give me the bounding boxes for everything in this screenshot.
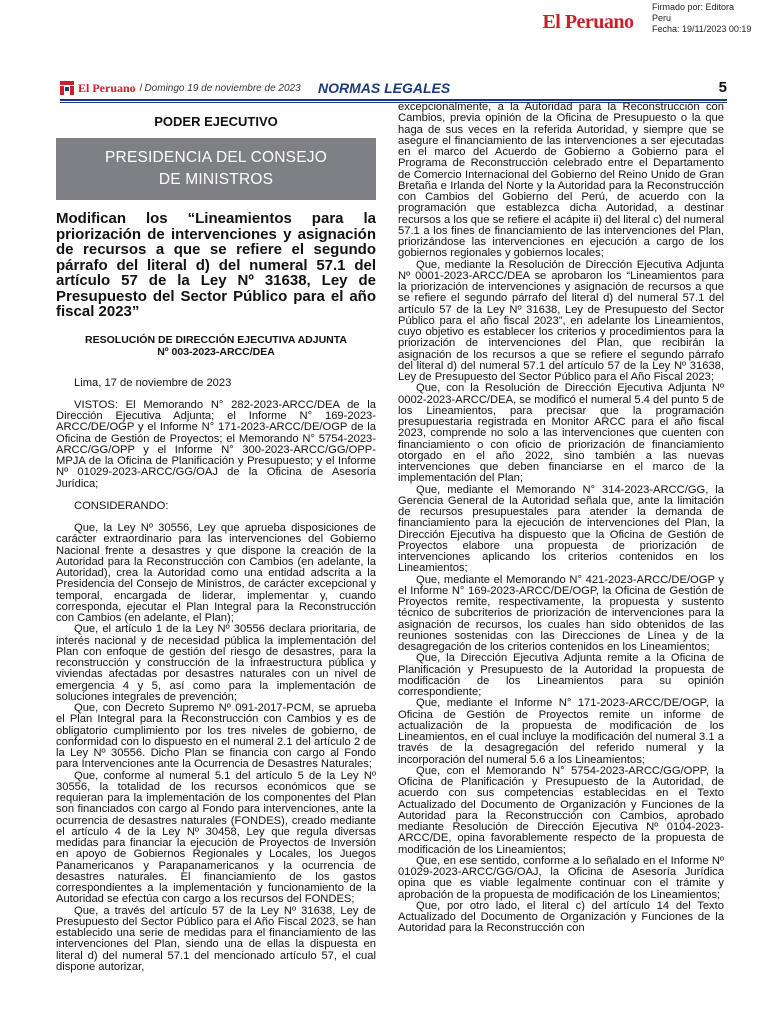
institution-line-1: PRESIDENCIA DEL CONSEJO [105,149,327,166]
paragraph: Que, con Decreto Supremo Nº 091-2017-PCM, se aprueba el Plan Integral para la Reconstrucción con Cambios y es de obligatorio cumplimiento por los tres niveles de gobierno, de conformidad con lo dispuesto en el numeral 2.1 del artículo 2 de la Ley Nº 30556. Dicho Plan se financia con cargo al Fondo para Intervenciones ante la Ocurrencia de Desastres Naturales; [56,702,376,771]
signature-logo-text: El Peruano [542,10,634,33]
place-date: Lima, 17 de noviembre de 2023 [74,376,232,389]
institution-banner [56,138,376,200]
paragraph: Que, la Dirección Ejecutiva Adjunta remite a la Oficina de Planificación y Presupuesto de la Autoridad la propuesta de modificación de los Lineamientos para su opinión correspondiente; [398,652,724,698]
signature-line-3: Fecha: 19/11/2023 00:19 [652,24,752,34]
page-number: 5 [718,79,727,96]
signature-line-2: Peru [652,13,672,23]
right-column [398,102,724,935]
vistos-paragraph: VISTOS: El Memorando N° 282-2023-ARCC/DEA de la Dirección Ejecutiva Adjunta; el Informe N° 169-2023-ARCC/DE/OGP y el Informe N° 171-2023-ARCC/DE/OGP de la Oficina de Gestión de Proyectos; el Memorando N° 5754-2023-ARCC/GG/OPP y el Informe N° 300-2023-ARCC/GG/OPP-MPJA de la Oficina de Planificación y Presupuesto; y el Informe Nº 01029-2023-ARCC/GG/OAJ de la Oficina de Asesoría Jurídica; [56,398,376,490]
resolution-line-1: RESOLUCIÓN DE DIRECCIÓN EJECUTIVA ADJUNTA [85,333,347,346]
brand-logo: El Peruano [78,80,136,95]
signature-logo [532,10,644,34]
resolution-line-2: Nº 003-2023-ARCC/DEA [157,346,275,358]
paragraph: excepcionalmente, a la Autoridad para la Reconstrucción con Cambios, previa opinión de la Oficina de Presupuesto o la que haga de sus veces en la referida Autoridad, y siempre que se asegure el financiamiento de las intervenciones a ser ejecutadas en el marco del Acuerdo de Gobierno a Gobierno para el Programa de Reconstrucción celebrado entre el Departamento de Comercio Internacional del Gobierno del Reino Unido de Gran Bretaña e Irlanda del Norte y la Autoridad para la Reconstrucción con Cambios del Gobierno del Perú, de acuerdo con la programación que establezca dicha Autoridad, a destinar recursos a los que se refiere el acápite ii) del literal c) del numeral 57.1 a los fines de financiamiento de las intervenciones del Plan, priorizándose las intervenciones en ejecución a cargo de los gobiernos regionales y gobiernos locales; [398,101,724,260]
paragraph: Que, con la Resolución de Dirección Ejecutiva Adjunta Nº 0002-2023-ARCC/DEA, se modificó el numeral 5.4 del punto 5 de los Lineamientos, para precisar que la programación presupuestaria registrada en Monitor ARCC para el año fiscal 2023, comprende no solo a las intervenciones que cuenten con financiamiento o con oficio de priorización de financiamiento otorgado en el año 2022, sino también a las nuevas intervenciones que deben financiarse en el marco de la implementación del Plan; [398,382,724,485]
paragraph: Que, el artículo 1 de la Ley Nº 30556 declara prioritaria, de interés nacional y de necesidad pública la implementación del Plan con enfoque de gestión del riesgo de desastres, para la reconstrucción y construcción de la infraestructura pública y viviendas afectadas por desastres naturales con un nivel de emergencia 4 y 5, así como para la implementación de soluciones integrales de prevención; [56,623,376,703]
paragraph: Que, mediante el Memorando N° 314-2023-ARCC/GG, la Gerencia General de la Autoridad señala que, ante la limitación de recursos presupuestales para atender la demanda de financiamiento para la ejecución de intervenciones del Plan, la Dirección Ejecutiva ha dispuesto que la Oficina de Gestión de Proyectos elabore una propuesta de priorización de intervenciones aplicando los criterios contenidos en los Lineamientos; [398,483,724,575]
institution-line-2: DE MINISTROS [158,171,274,188]
paragraph: Que, mediante la Resolución de Dirección Ejecutiva Adjunta Nº 0001-2023-ARCC/DEA se aprobaron los “Lineamientos para la priorización de intervenciones y asignación de recursos a que se refiere el segundo párrafo del literal d) del numeral 57.1 del artículo 57 de la Ley Nº 31638, Ley de Presupuesto del Sector Público para el año fiscal 2023”, en adelante los Lineamientos, cuyo objetivo es establecer los criterios y procedimientos para la priorización de intervenciones del Plan, que recibirán la asignación de los recursos a que se refiere el segundo párrafo del literal d) del numeral 57.1 del artículo 57 de la Ley Nº 31638, Ley de Presupuesto del Sector Público para el Año Fiscal 2023; [398,258,724,383]
paragraph: Que, la Ley Nº 30556, Ley que aprueba disposiciones de carácter extraordinario para las intervenciones del Gobierno Nacional frente a desastres y que dispone la creación de la Autoridad para la Reconstrucción con Cambios (en adelante, la Autoridad), crea la Autoridad como una entidad adscrita a la Presidencia del Consejo de Ministros, de carácter excepcional y temporal, encargada de liderar, implementar y, cuando corresponda, ejecutar el Plan Integral para la Reconstrucción con Cambios (en adelante, el Plan); [56,522,376,624]
considerando-heading: CONSIDERANDO: [74,499,169,512]
left-column [56,110,376,973]
page-header: El Peruano / Domingo 19 de noviembre de 2023 NORMAS LEGALES 5 [60,77,727,99]
paragraph: Que, conforme al numeral 5.1 del artículo 5 de la Ley Nº 30556, la totalidad de los recursos económicos que se requieran para la implementación de los componentes del Plan son financiados con cargo al Fondo para intervenciones, ante la ocurrencia de desastres naturales (FONDES), creado mediante el artículo 4 de la Ley Nº 30458, Ley que regula diversas medidas para financiar la ejecución de Proyectos de Inversión en apoyo de Gobiernos Regionales y Locales, los Juegos Panamericanos y Parapanamericanos y la ocurrencia de desastres naturales. El financiamiento de los gastos correspondientes a la implementación y funcionamiento de la Autoridad se efectúa con cargo a los recursos del FONDES; [56,769,376,906]
section-heading: PODER EJECUTIVO [154,114,278,129]
left-body [56,378,376,974]
paragraph: Que, a través del artículo 57 de la Ley Nº 31638, Ley de Presupuesto del Sector Público para el Año Fiscal 2023, se han establecido una serie de medidas para el financiamiento de las intervenciones del Plan, siendo una de ellas la dispuesta en literal d) del numeral 57.1 del mencionado artículo 57, el cual dispone autorizar, [56,904,376,973]
paragraph: Que, en ese sentido, conforme a lo señalado en el Informe Nº 01029-2023-ARCC/GG/OAJ, la Oficina de Asesoría Jurídica opina que es viable legalmente continuar con el trámite y aprobación de la propuesta de modificación de los Lineamientos; [398,854,724,901]
signature-info [652,2,768,35]
paragraph: Que, mediante el Memorando N° 421-2023-ARCC/DE/OGP y el Informe N° 169-2023-ARCC/DE/OGP, la Oficina de Gestión de Proyectos remite, respectivamente, la propuesta y sustento técnico de subcriterios de priorización de intervenciones para la asignación de recursos, los cuales han sido obtenidos de las reuniones sostenidas con las Direcciones de Línea y de la desagregación de los criterios contenidos en los Lineamientos; [398,573,724,653]
section-name: NORMAS LEGALES [318,80,451,96]
paragraph: Que, mediante el Informe N° 171-2023-ARCC/DE/OGP, la Oficina de Gestión de Proyectos remite un informe de actualización de la propuesta de modificación de los Lineamientos, en el cual incluye la modificación del numeral 3.1 a través de la desagregación del referido numeral y la incorporación del numeral 5.6 a los Lineamientos; [398,697,724,766]
signature-line-1: Firmado por: Editora [652,2,735,12]
resolution-heading [56,334,376,359]
document-title: Modifican los “Lineamientos para la priorización de intervenciones y asignación de recursos a que se refiere el segundo párrafo del literal d) del numeral 57.1 del artículo 57 de la Ley Nº 31638, Ley de Presupuesto del Sector Público para el año fiscal 2023” [56,210,376,320]
paragraph: Que, con el Memorando N° 5754-2023-ARCC/GG/OPP, la Oficina de Planificación y Presupuesto de la Autoridad, de acuerdo con sus competencias establecidas en el Texto Actualizado del Documento de Organización y Funciones de la Autoridad para la Reconstrucción con Cambios, aprobado mediante Resolución de Dirección Ejecutiva Nº 0104-2023-ARCC/DE, opina favorablemente respecto de la propuesta de modificación de los Lineamientos; [398,764,724,856]
paragraph: Que, por otro lado, el literal c) del artículo 14 del Texto Actualizado del Documento de Organización y Funciones de la Autoridad para la Reconstrucción con [398,899,724,935]
brand-emblem-icon [60,81,74,95]
header-date: Domingo 19 de noviembre de 2023 [144,82,301,94]
